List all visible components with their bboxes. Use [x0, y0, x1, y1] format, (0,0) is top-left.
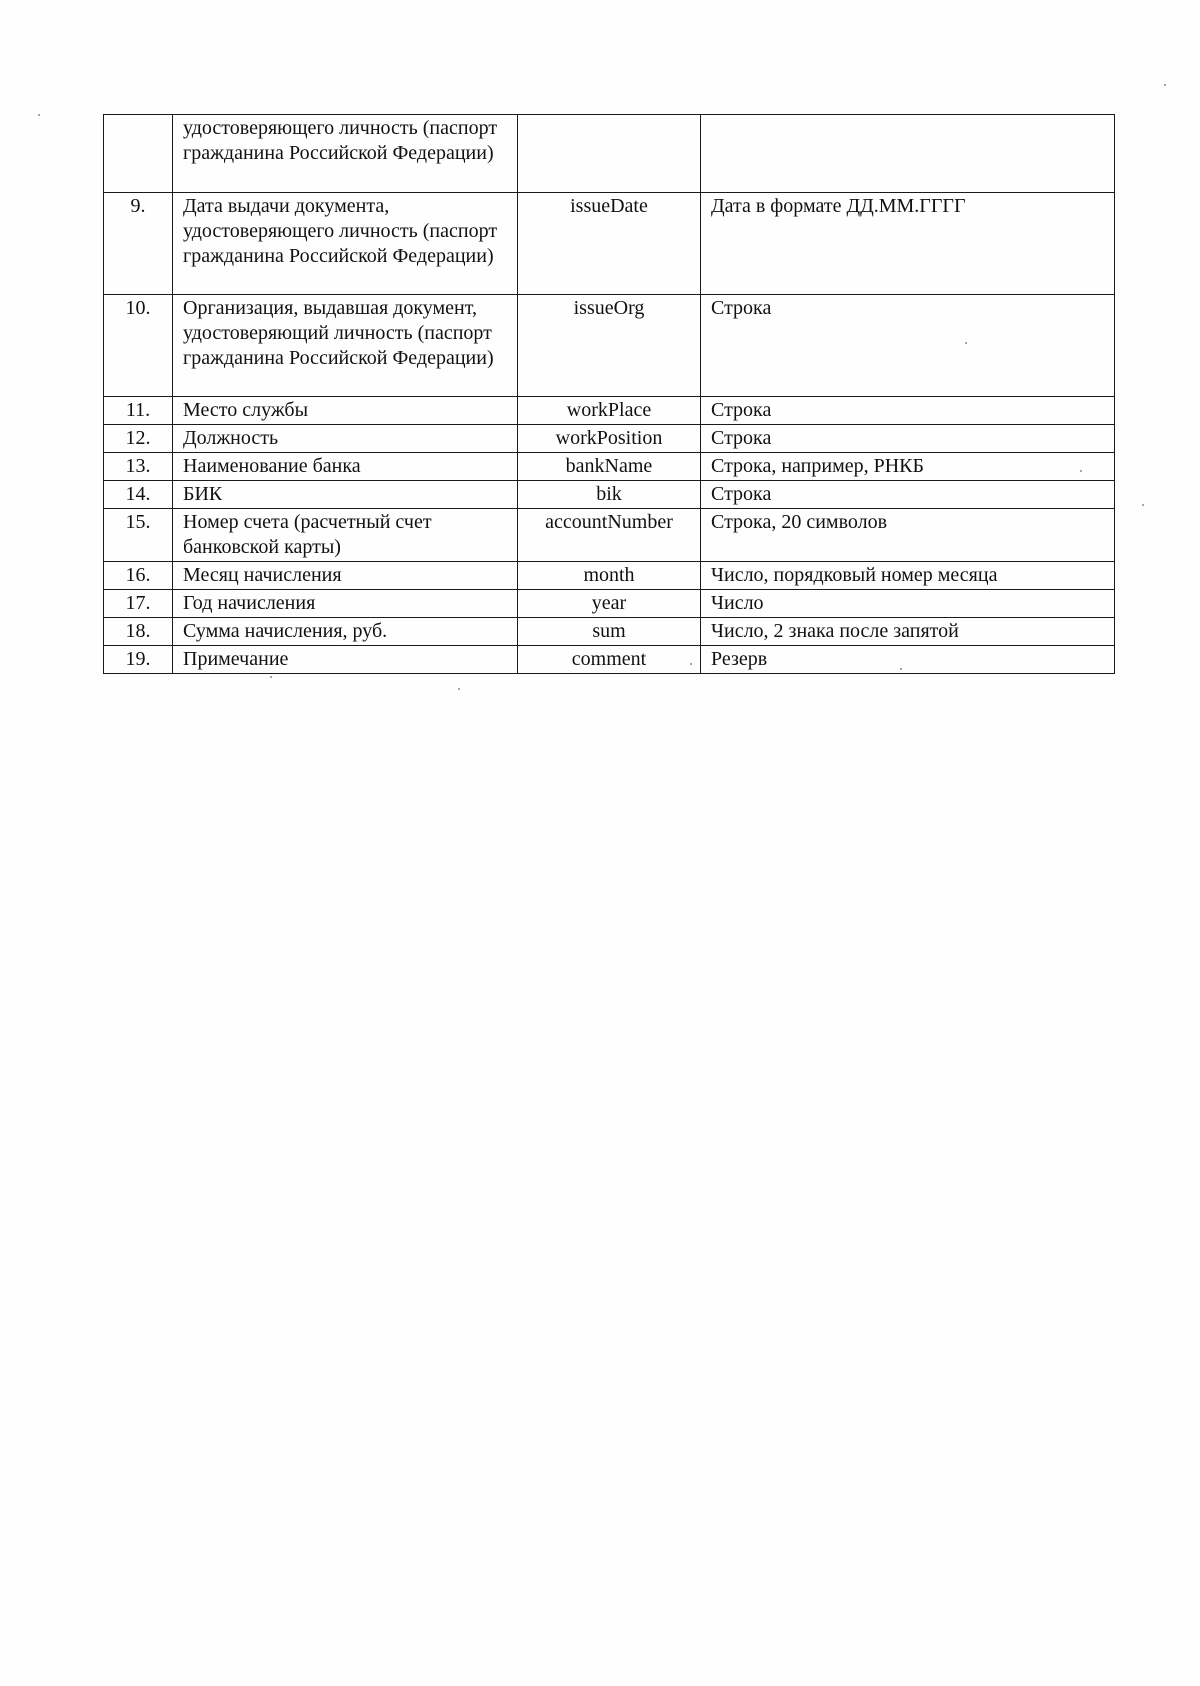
row-number: 9.: [104, 193, 173, 295]
row-number: 13.: [104, 453, 173, 481]
row-number: 12.: [104, 425, 173, 453]
table-row: [104, 453, 1115, 481]
table-row: [104, 115, 1115, 193]
scan-speck: [965, 342, 967, 344]
table-row: [104, 590, 1115, 618]
row-number: [104, 115, 173, 193]
row-field-description: Номер счета (расчетный счет банковской карты): [173, 509, 518, 562]
row-field-description: удостоверяющего личность (паспорт гражданина Российской Федерации): [173, 115, 518, 193]
row-field-format: Строка: [701, 425, 1115, 453]
row-field-description: Место службы: [173, 397, 518, 425]
row-field-key: year: [518, 590, 701, 618]
row-field-format: Строка, 20 символов: [701, 509, 1115, 562]
row-field-description: БИК: [173, 481, 518, 509]
row-field-format: Строка: [701, 295, 1115, 397]
row-field-description: Организация, выдавшая документ, удостоверяющий личность (паспорт гражданина Российской Федерации): [173, 295, 518, 397]
table-row: [104, 397, 1115, 425]
row-field-description: Должность: [173, 425, 518, 453]
row-field-format: Строка: [701, 397, 1115, 425]
row-field-format: Строка, например, РНКБ: [701, 453, 1115, 481]
row-field-format: [701, 115, 1115, 193]
row-field-key: issueDate: [518, 193, 701, 295]
table-row: [104, 193, 1115, 295]
row-field-format: Дата в формате ДД.ММ.ГГГГ: [701, 193, 1115, 295]
row-field-description: Сумма начисления, руб.: [173, 618, 518, 646]
row-field-description: Примечание: [173, 646, 518, 674]
scan-speck: [270, 676, 272, 678]
row-number: 10.: [104, 295, 173, 397]
scan-speck: [1142, 504, 1144, 506]
scan-speck: [38, 114, 40, 116]
scan-speck: [690, 663, 692, 665]
row-field-description: Месяц начисления: [173, 562, 518, 590]
row-field-format: Число, порядковый номер месяца: [701, 562, 1115, 590]
row-field-key: issueOrg: [518, 295, 701, 397]
table-row: [104, 562, 1115, 590]
row-field-key: bik: [518, 481, 701, 509]
row-field-format: Строка: [701, 481, 1115, 509]
row-field-key: accountNumber: [518, 509, 701, 562]
row-number: 19.: [104, 646, 173, 674]
field-spec-table: [103, 114, 1115, 674]
table-row: [104, 509, 1115, 562]
row-field-description: Дата выдачи документа, удостоверяющего личность (паспорт гражданина Российской Федерации): [173, 193, 518, 295]
row-field-key: sum: [518, 618, 701, 646]
row-number: 11.: [104, 397, 173, 425]
scan-speck: [1080, 470, 1082, 472]
row-field-key: workPosition: [518, 425, 701, 453]
table-row: [104, 481, 1115, 509]
row-field-format: Резерв: [701, 646, 1115, 674]
table-row: [104, 425, 1115, 453]
row-number: 15.: [104, 509, 173, 562]
table-row: [104, 618, 1115, 646]
row-field-key: month: [518, 562, 701, 590]
table-row: [104, 646, 1115, 674]
row-number: 17.: [104, 590, 173, 618]
row-field-key: workPlace: [518, 397, 701, 425]
table-row: [104, 295, 1115, 397]
row-field-description: Год начисления: [173, 590, 518, 618]
row-field-key: bankName: [518, 453, 701, 481]
row-field-format: Число, 2 знака после запятой: [701, 618, 1115, 646]
row-field-description: Наименование банка: [173, 453, 518, 481]
row-number: 14.: [104, 481, 173, 509]
scan-speck: [1164, 84, 1166, 86]
row-number: 18.: [104, 618, 173, 646]
row-field-format: Число: [701, 590, 1115, 618]
row-field-key: [518, 115, 701, 193]
row-field-key: comment: [518, 646, 701, 674]
scan-speck: [900, 668, 902, 670]
scan-speck: [458, 688, 460, 690]
row-number: 16.: [104, 562, 173, 590]
